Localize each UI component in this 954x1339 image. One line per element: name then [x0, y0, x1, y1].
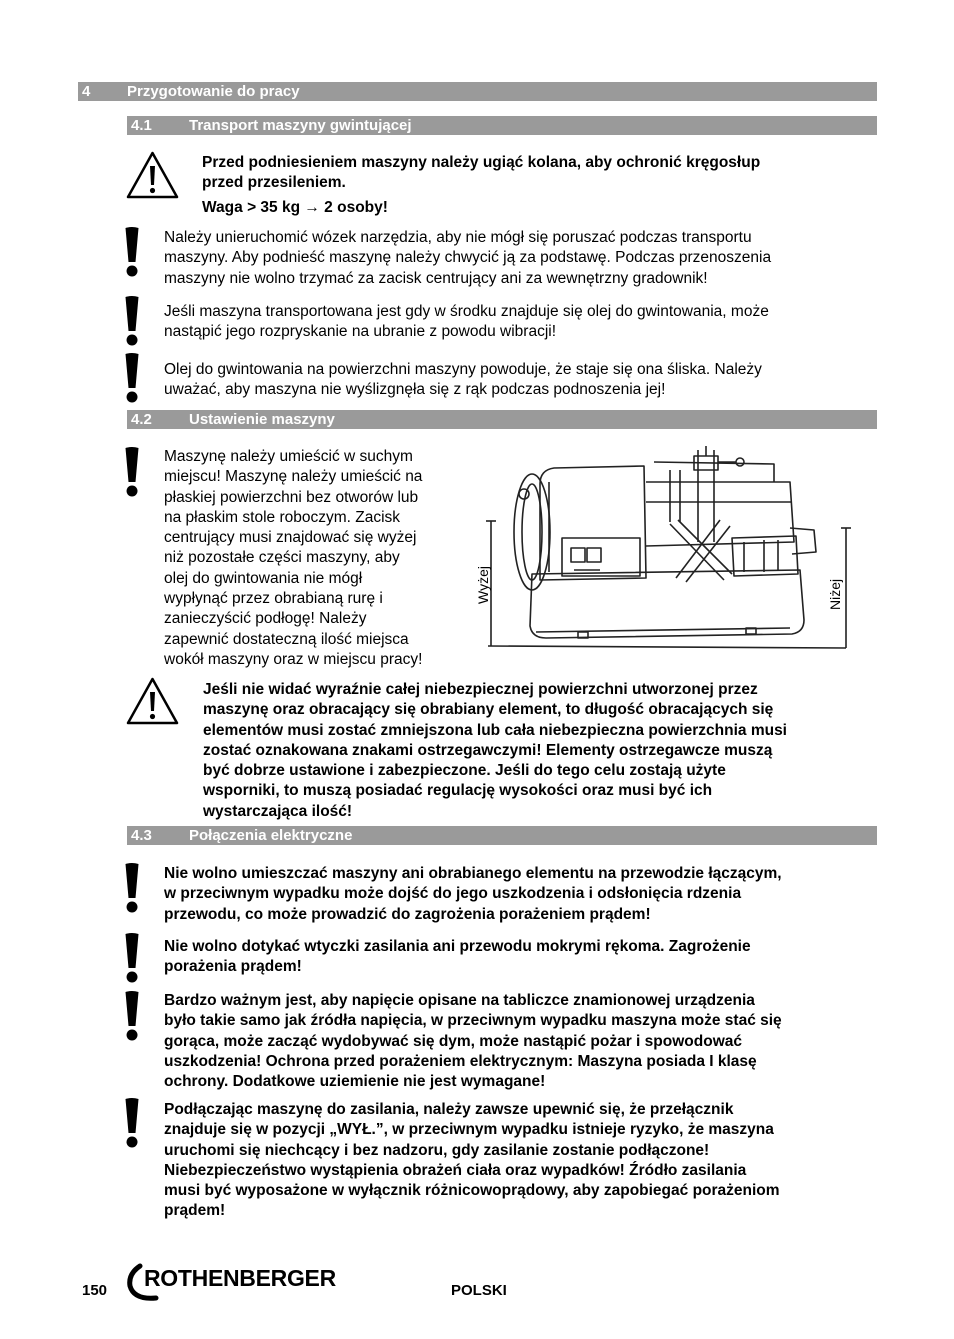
- text-line: Jeśli nie widać wyraźnie całej niebezpiecznej powierzchni utworzonej przez: [203, 681, 758, 698]
- note-slippery-text: [164, 360, 762, 401]
- text-line: maszyny nie wolno trzymać za zacisk centrujący ani za wewnętrzny gradownik!: [164, 269, 708, 287]
- brand-logo: [126, 1262, 360, 1302]
- note-voltage-text: [164, 991, 782, 1092]
- text-line: Przed podniesieniem maszyny należy ugiąć kolana, aby ochronić kręgosłup: [202, 154, 761, 171]
- brand-name: ROTHENBERGER: [144, 1265, 336, 1291]
- text-line: gorąca, może zacząć wydobywać się dym, może nastąpić pożar i spowodować: [164, 1032, 742, 1050]
- text-line: Maszynę należy umieścić w suchym: [164, 448, 413, 465]
- text-line: zanieczyścić podłogę! Należy: [164, 610, 367, 628]
- text-line: w przeciwnym wypadku może dojść do jego uszkodzenia i odsłonięcia rdzenia: [164, 885, 742, 903]
- text-line: być dobrze ustawione i zabezpieczone. Jeśli do tego celu zostają użyte: [203, 762, 726, 780]
- exclamation-icon: [124, 295, 140, 347]
- text-line: musi być wyposażone w wyłącznik różnicowoprądowy, aby zapobiegać porażeniom: [164, 1182, 780, 1200]
- text-line: płaskiej powierzchni bez otworów lub: [164, 488, 419, 506]
- machine-drawing: [474, 442, 858, 652]
- text-line: maszyny. Aby podnieść maszynę należy chwycić ją za podstawę. Podczas przenoszenia: [164, 249, 772, 267]
- warning-triangle-icon: [125, 150, 180, 200]
- warning-text-lifting: [202, 153, 760, 218]
- subsection-number: 4.1: [131, 117, 152, 134]
- subsection-number: 4.3: [131, 827, 152, 844]
- text-line: niż pozostałe części maszyny, aby: [164, 549, 400, 567]
- text-line: Podłączając maszynę do zasilania, należy zawsze upewnić się, że przełącznik: [164, 1101, 734, 1118]
- warning-danger-zone-text: [203, 680, 787, 822]
- text-line: uruchomi się niechcący i bez nadzoru, gdy zasilanie zostanie podłączone!: [164, 1141, 710, 1159]
- text-line: wystarczająca ilość!: [203, 802, 353, 820]
- text-line: na płaskim stole roboczym. Zacisk: [164, 508, 401, 526]
- exclamation-icon: [124, 352, 140, 404]
- label-low: Niżej: [827, 578, 843, 610]
- subsection-title: Połączenia elektryczne: [189, 827, 353, 844]
- subsection-title: Transport maszyny gwintującej: [189, 117, 412, 134]
- exclamation-icon: [124, 990, 140, 1042]
- section-title: Przygotowanie do pracy: [127, 83, 300, 100]
- text-line: Jeśli maszyna transportowana jest gdy w środku znajduje się olej do gwintowania, może: [164, 303, 769, 320]
- text-line: olej do gwintowania nie mógł: [164, 569, 363, 587]
- section-number: 4: [82, 83, 91, 100]
- text-line: Bardzo ważnym jest, aby napięcie opisane na tabliczce znamionowej urządzenia: [164, 992, 755, 1009]
- exclamation-icon: [124, 446, 140, 498]
- note-oil-splash-text: [164, 302, 769, 343]
- text-line: wsporniki, to muszą posiadać regulację wysokości oraz musi być ich: [203, 782, 713, 800]
- text-line: Niebezpieczeństwo wystąpienia obrażeń ciała oraz wypadków! Źródło zasilania: [164, 1161, 747, 1179]
- note-cable-text: [164, 864, 782, 925]
- warning-triangle-icon: [125, 676, 180, 726]
- text-line: wypłynąć przez obrabianą rurę i: [164, 590, 383, 608]
- subsection-header-4-1: [127, 116, 877, 135]
- text-line: zostać oznakowana znakami ostrzegawczymi! Elementy ostrzegawcze muszą: [203, 741, 773, 759]
- exclamation-icon: [124, 226, 140, 278]
- note-placement-text: [164, 447, 422, 670]
- subsection-number: 4.2: [131, 411, 152, 428]
- page-number: 150: [82, 1282, 108, 1299]
- text-line: przewodu, co może prowadzić do zagrożenia porażeniem prądem!: [164, 905, 651, 923]
- text-line: uszkodzenia! Ochrona przed porażeniem elektrycznym: Maszyna posiada I klasę: [164, 1052, 757, 1070]
- text-line: Należy unieruchomić wózek narzędzia, aby nie mógł się poruszać podczas transportu: [164, 229, 752, 246]
- text-line: Nie wolno dotykać wtyczki zasilania ani przewodu mokrymi rękoma. Zagrożenie: [164, 938, 751, 955]
- text-line: było takie samo jak źródła napięcia, w przeciwnym wypadku maszyna może stać się: [164, 1012, 782, 1030]
- note-power-connection-text: [164, 1100, 780, 1222]
- text-line: nastąpić jego rozpryskanie na ubranie z powodu wibracji!: [164, 323, 557, 341]
- text-line: Nie wolno umieszczać maszyny ani obrabianego elementu na przewodzie łączącym,: [164, 865, 782, 882]
- subsection-title: Ustawienie maszyny: [189, 411, 335, 428]
- text-line: uważać, aby maszyna nie wyślizgnęła się z rąk podczas podnoszenia jej!: [164, 381, 666, 399]
- text-line: centrujący musi znajdować się wyżej: [164, 529, 417, 547]
- weight-note: Waga > 35 kg → 2 osoby!: [202, 198, 388, 216]
- label-high: Wyżej: [475, 566, 491, 604]
- text-line: wokół maszyny oraz w miejscu pracy!: [164, 650, 423, 668]
- section-header: [78, 82, 877, 101]
- machine-placement-figure: [474, 442, 858, 652]
- exclamation-icon: [124, 932, 140, 984]
- subsection-header-4-2: [127, 410, 877, 429]
- subsection-header-4-3: [127, 826, 877, 845]
- text-line: Olej do gwintowania na powierzchni maszyny powoduje, że staje się ona śliska. Należy: [164, 361, 762, 378]
- language-label: POLSKI: [451, 1282, 507, 1299]
- exclamation-icon: [124, 1097, 140, 1149]
- text-line: przed przesileniem.: [202, 174, 346, 192]
- note-transport-text: [164, 228, 771, 289]
- text-line: prądem!: [164, 1202, 226, 1220]
- text-line: miejscu! Maszynę należy umieścić na: [164, 468, 423, 486]
- text-line: zapewnić dostateczną ilość miejsca: [164, 630, 409, 648]
- exclamation-icon: [124, 862, 140, 914]
- text-line: ochrony. Dodatkowe uziemienie nie jest wymagane!: [164, 1073, 546, 1091]
- text-line: elementów musi zostać zmniejszona lub cała niebezpieczna powierzchnia musi: [203, 721, 787, 739]
- text-line: znajduje się w pozycji „WYŁ.”, w przeciwnym wypadku istnieje ryzyko, że maszyna: [164, 1121, 774, 1139]
- text-line: porażenia prądem!: [164, 958, 302, 976]
- note-wet-hands-text: [164, 937, 751, 978]
- text-line: maszynę oraz obracający się obrabiany element, to długość obracających się: [203, 701, 774, 719]
